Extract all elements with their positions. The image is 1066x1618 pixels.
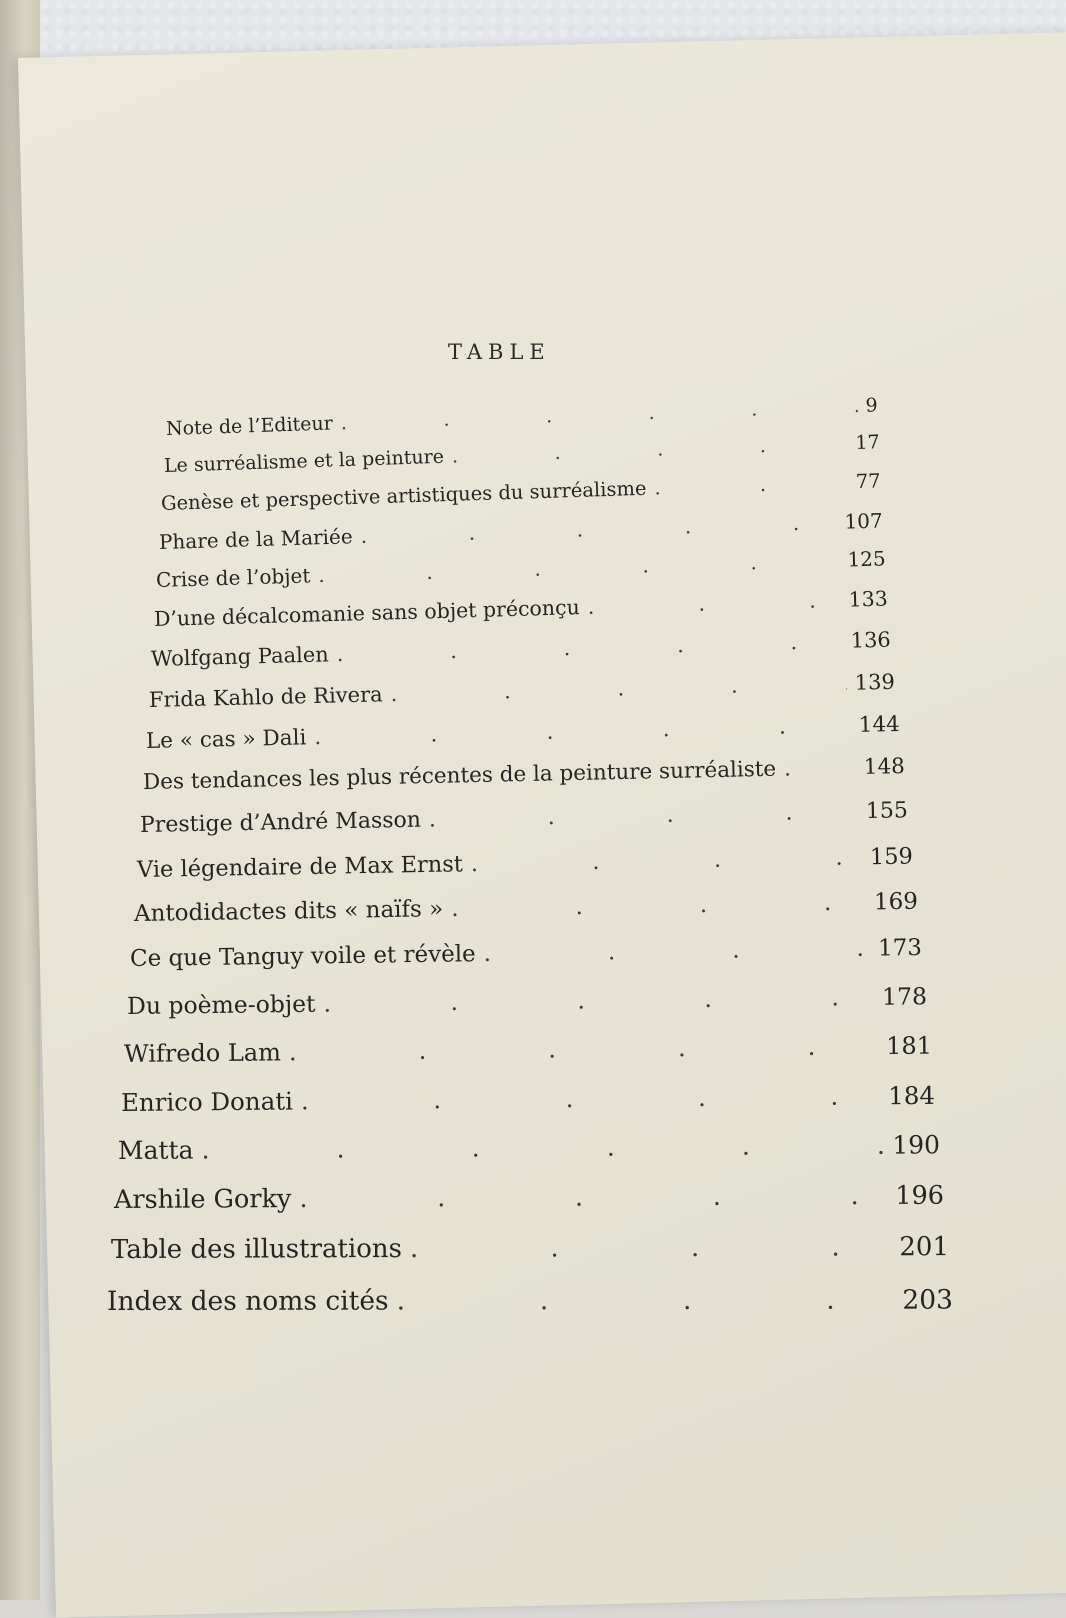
- dot-leader: [289, 1032, 879, 1066]
- toc-entry-title: Ce que Tanguy voile et révèle: [129, 941, 476, 972]
- toc-entry: [107, 1285, 953, 1317]
- toc-entry-title: Note de l’Editeur: [165, 412, 334, 440]
- dot-leader: [301, 1081, 881, 1115]
- dot-leader: [451, 890, 866, 923]
- toc-entry-page: 203: [902, 1284, 954, 1316]
- toc-entry-title: Table des illustrations: [110, 1233, 403, 1265]
- dot-leader: [314, 713, 851, 750]
- dot-leader: [471, 844, 863, 877]
- dot-leader: [397, 1285, 895, 1317]
- dot-leader: [587, 588, 841, 619]
- dot-leader: [323, 983, 874, 1018]
- toc-entry-title: Vie légendaire de Max Ernst: [136, 851, 464, 883]
- toc-entry: [143, 754, 905, 795]
- dot-leader: [340, 395, 857, 434]
- toc-entry-page: 196: [895, 1180, 945, 1211]
- toc-entry-title: Enrico Donati: [120, 1086, 294, 1117]
- toc-entry: [156, 546, 886, 592]
- dot-leader: [784, 755, 856, 781]
- toc-entry-page: 190: [892, 1130, 941, 1160]
- toc-entry: [114, 1181, 944, 1215]
- toc-entry: [161, 469, 881, 515]
- toc-entry: [121, 1081, 935, 1117]
- toc-entry: [111, 1232, 949, 1265]
- toc-entry: [164, 431, 880, 477]
- toc-entry-page: 169: [873, 888, 919, 916]
- toc-entry-title: Frida Kahlo de Rivera: [148, 682, 383, 712]
- toc-entry-title: Le « cas » Dali: [145, 725, 307, 754]
- toc-entry-page: 139: [854, 669, 896, 695]
- dot-leader: [299, 1181, 887, 1214]
- dot-leader: [410, 1232, 891, 1264]
- dot-leader: [201, 1131, 884, 1165]
- toc-entry-page: 136: [850, 627, 892, 653]
- toc-entry: [159, 509, 883, 554]
- toc-entry-title: Crise de l’objet: [155, 563, 311, 592]
- page-title: TABLE: [448, 340, 551, 364]
- toc-entry-title: Des tendances les plus récentes de la peinture surréaliste: [142, 756, 777, 795]
- toc-entry-page: 107: [844, 508, 884, 534]
- toc-entry: [149, 670, 895, 712]
- toc-entry: [154, 587, 888, 631]
- toc-entry-page: 155: [865, 798, 909, 825]
- toc-entry: [118, 1130, 940, 1165]
- toc-entry-title: D’une décalcomanie sans objet préconçu: [153, 595, 581, 631]
- toc-entry-title: Matta: [117, 1135, 194, 1165]
- toc-entry-title: Index des noms cités: [106, 1285, 389, 1317]
- toc-entry-title: Du poème-objet: [126, 989, 316, 1020]
- toc-entry-title: Wifredo Lam: [123, 1038, 282, 1068]
- toc-entry-page: 173: [877, 934, 923, 962]
- toc-entry: [137, 843, 913, 883]
- toc-entry-page: 144: [858, 711, 901, 738]
- toc-entry-page: 178: [881, 982, 928, 1011]
- toc-entry-page: 181: [885, 1031, 933, 1061]
- dot-leader: [429, 799, 858, 832]
- toc-entry-page: 9: [865, 394, 878, 417]
- toc-entry: [127, 982, 927, 1020]
- toc-entry-page: 184: [888, 1080, 936, 1111]
- dot-leader: [336, 629, 843, 666]
- dot-leader: [360, 510, 837, 548]
- dot-leader: [484, 936, 871, 967]
- toc-entry-page: 77: [855, 469, 882, 494]
- toc-entry-title: Phare de la Mariée: [158, 524, 354, 554]
- toc-entry: [166, 394, 878, 440]
- toc-entry: [151, 628, 891, 671]
- toc-entry-page: 159: [869, 843, 914, 871]
- toc-entry: [140, 798, 908, 838]
- toc-entry: [134, 889, 918, 927]
- toc-entry-page: 133: [848, 586, 889, 612]
- toc-entry-title: Prestige d’André Masson: [139, 807, 422, 838]
- toc-entry-page: 17: [855, 431, 880, 455]
- dot-leader: [318, 548, 840, 587]
- toc-entry-title: Wolfgang Paalen: [150, 642, 330, 671]
- toc-entry-title: Arshile Gorky: [113, 1184, 292, 1215]
- toc-entry-title: Antodidactes dits « naïfs »: [133, 896, 444, 927]
- toc-entry-title: Genèse et perspective artistiques du surréalisme: [160, 476, 647, 515]
- toc-entry-page: 148: [863, 754, 906, 780]
- toc-entry: [124, 1032, 932, 1068]
- dot-leader: [390, 671, 847, 706]
- toc-entry-title: Le surréalisme et la peinture: [163, 445, 445, 477]
- toc-entry: [146, 712, 900, 754]
- dot-leader: [654, 470, 848, 499]
- toc-entry: [130, 935, 922, 972]
- toc-entry-page: 201: [899, 1232, 950, 1263]
- toc-entry-page: 125: [847, 546, 887, 572]
- dot-leader: [452, 432, 848, 467]
